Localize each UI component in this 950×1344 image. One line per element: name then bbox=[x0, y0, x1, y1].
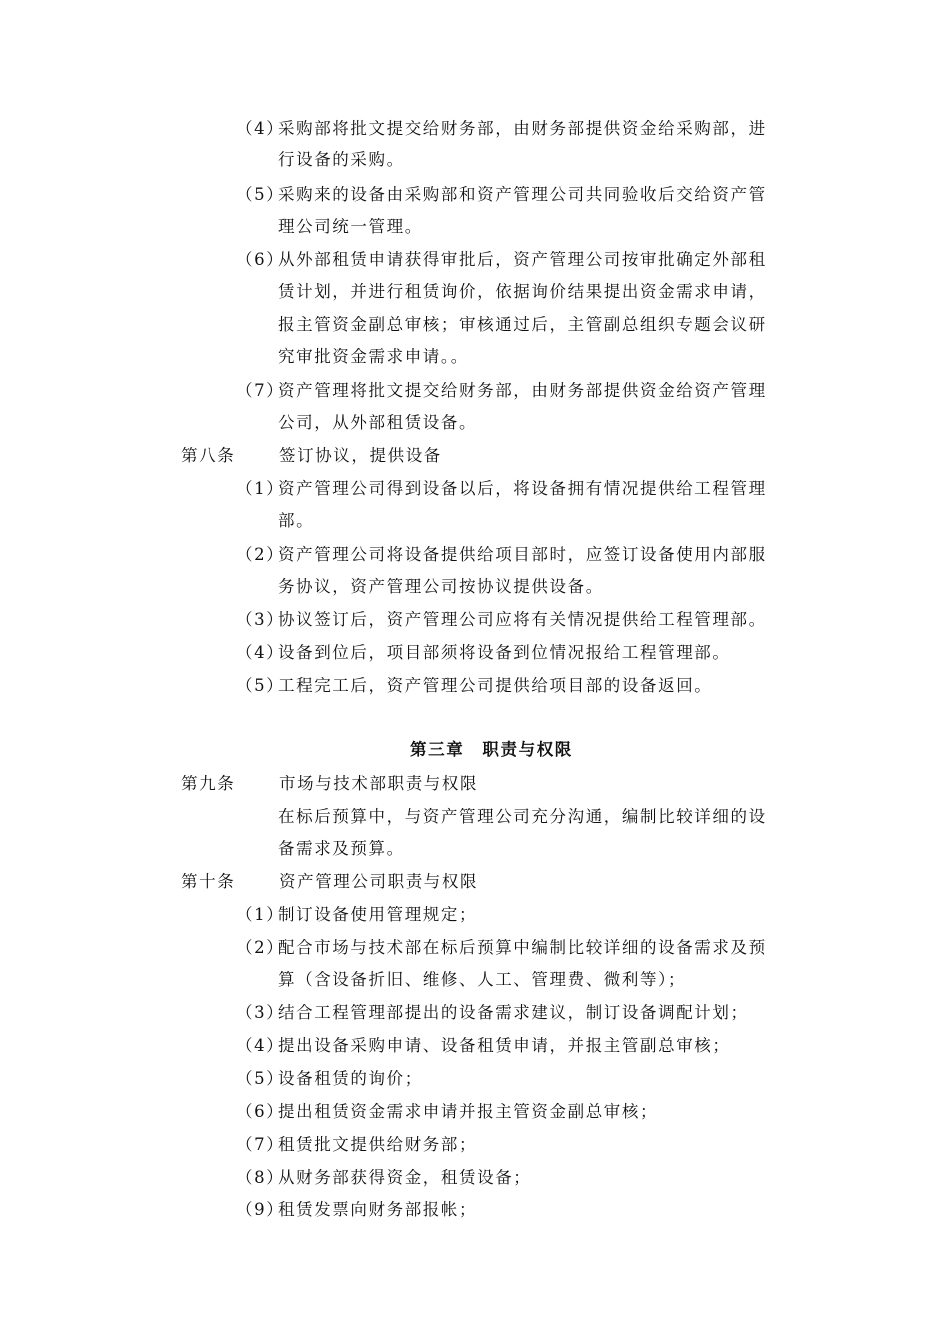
list-item bbox=[236, 249, 767, 271]
list-item bbox=[236, 380, 767, 402]
item-text: 提出租赁资金需求申请并报主管资金副总审核； bbox=[278, 1102, 659, 1121]
item-text-continuation: 公司，从外部租赁设备。 bbox=[278, 413, 478, 432]
item-number: （9） bbox=[236, 1200, 285, 1219]
article-label: 第八条 bbox=[181, 446, 236, 465]
list-item bbox=[236, 1035, 731, 1057]
list-item bbox=[236, 1134, 477, 1156]
item-number: （6） bbox=[236, 250, 285, 269]
item-number: （1） bbox=[236, 479, 285, 498]
list-item bbox=[236, 1167, 531, 1189]
item-text: 配合市场与技术部在标后预算中编制比较详细的设备需求及预 bbox=[278, 938, 767, 957]
item-text: 从外部租赁申请获得审批后，资产管理公司按审批确定外部租 bbox=[278, 250, 767, 269]
item-text: 提出设备采购申请、设备租赁申请，并报主管副总审核； bbox=[278, 1036, 731, 1055]
list-item bbox=[236, 1068, 423, 1090]
item-text: 协议签订后，资产管理公司应将有关情况提供给工程管理部。 bbox=[278, 610, 767, 629]
item-number: （5） bbox=[236, 1069, 285, 1088]
article-body: 在标后预算中，与资产管理公司充分沟通，编制比较详细的设 bbox=[278, 807, 767, 826]
article-title: 市场与技术部职责与权限 bbox=[279, 774, 479, 793]
item-number: （7） bbox=[236, 1135, 285, 1154]
item-text-continuation: 部。 bbox=[278, 511, 315, 530]
list-item bbox=[236, 904, 477, 926]
list-item bbox=[236, 937, 767, 959]
item-text-continuation: 报主管资金副总审核；审核通过后，主管副总组织专题会议研 bbox=[278, 315, 767, 334]
list-item bbox=[236, 118, 767, 140]
item-text: 采购部将批文提交给财务部，由财务部提供资金给采购部，进 bbox=[278, 119, 767, 138]
item-number: （2） bbox=[236, 938, 285, 957]
article-10-heading bbox=[181, 871, 478, 893]
article-label: 第九条 bbox=[181, 774, 236, 793]
item-text: 资产管理公司得到设备以后，将设备拥有情况提供给工程管理 bbox=[278, 479, 767, 498]
item-text: 租赁批文提供给财务部； bbox=[278, 1135, 478, 1154]
item-text: 设备到位后，项目部须将设备到位情况报给工程管理部。 bbox=[278, 643, 731, 662]
item-text: 资产管理将批文提交给财务部，由财务部提供资金给资产管理 bbox=[278, 381, 767, 400]
item-text: 采购来的设备由采购部和资产管理公司共同验收后交给资产管 bbox=[278, 185, 767, 204]
item-number: （1） bbox=[236, 905, 285, 924]
article-8-heading bbox=[181, 445, 442, 467]
item-number: （5） bbox=[236, 676, 285, 695]
list-item bbox=[236, 1101, 658, 1123]
item-text: 设备租赁的询价； bbox=[278, 1069, 423, 1088]
item-number: （3） bbox=[236, 610, 285, 629]
list-item bbox=[236, 478, 767, 500]
item-text: 资产管理公司将设备提供给项目部时，应签订设备使用内部服 bbox=[278, 545, 767, 564]
item-text: 工程完工后，资产管理公司提供给项目部的设备返回。 bbox=[278, 676, 713, 695]
item-number: （3） bbox=[236, 1003, 285, 1022]
item-text-continuation: 赁计划，并进行租赁询价，依据询价结果提出资金需求申请， bbox=[278, 282, 767, 301]
list-item bbox=[236, 1002, 749, 1024]
list-item bbox=[236, 184, 767, 206]
item-text: 制订设备使用管理规定； bbox=[278, 905, 478, 924]
article-label: 第十条 bbox=[181, 872, 236, 891]
item-number: （5） bbox=[236, 185, 285, 204]
article-9-heading bbox=[181, 773, 478, 795]
list-item bbox=[236, 544, 767, 566]
list-item bbox=[236, 1199, 477, 1221]
item-text-continuation: 务协议，资产管理公司按协议提供设备。 bbox=[278, 577, 604, 596]
item-number: （7） bbox=[236, 381, 285, 400]
item-text-continuation: 算（含设备折旧、维修、人工、管理费、微利等）； bbox=[278, 970, 687, 989]
list-item bbox=[236, 642, 731, 664]
item-number: （2） bbox=[236, 545, 285, 564]
list-item bbox=[236, 609, 767, 631]
item-text-continuation: 行设备的采购。 bbox=[278, 150, 405, 169]
item-text: 结合工程管理部提出的设备需求建议，制订设备调配计划； bbox=[278, 1003, 749, 1022]
item-number: （4） bbox=[236, 1036, 285, 1055]
list-item bbox=[236, 675, 712, 697]
item-text: 租赁发票向财务部报帐； bbox=[278, 1200, 478, 1219]
item-number: （4） bbox=[236, 643, 285, 662]
item-text-continuation: 究审批资金需求申请。。 bbox=[278, 347, 469, 366]
item-text-continuation: 理公司统一管理。 bbox=[278, 217, 423, 236]
chapter-heading: 第三章 职责与权限 bbox=[410, 740, 573, 759]
article-title: 资产管理公司职责与权限 bbox=[279, 872, 479, 891]
item-text: 从财务部获得资金，租赁设备； bbox=[278, 1168, 532, 1187]
article-body: 备需求及预算。 bbox=[278, 839, 405, 858]
item-number: （4） bbox=[236, 119, 285, 138]
item-number: （6） bbox=[236, 1102, 285, 1121]
article-title: 签订协议，提供设备 bbox=[279, 446, 442, 465]
item-number: （8） bbox=[236, 1168, 285, 1187]
